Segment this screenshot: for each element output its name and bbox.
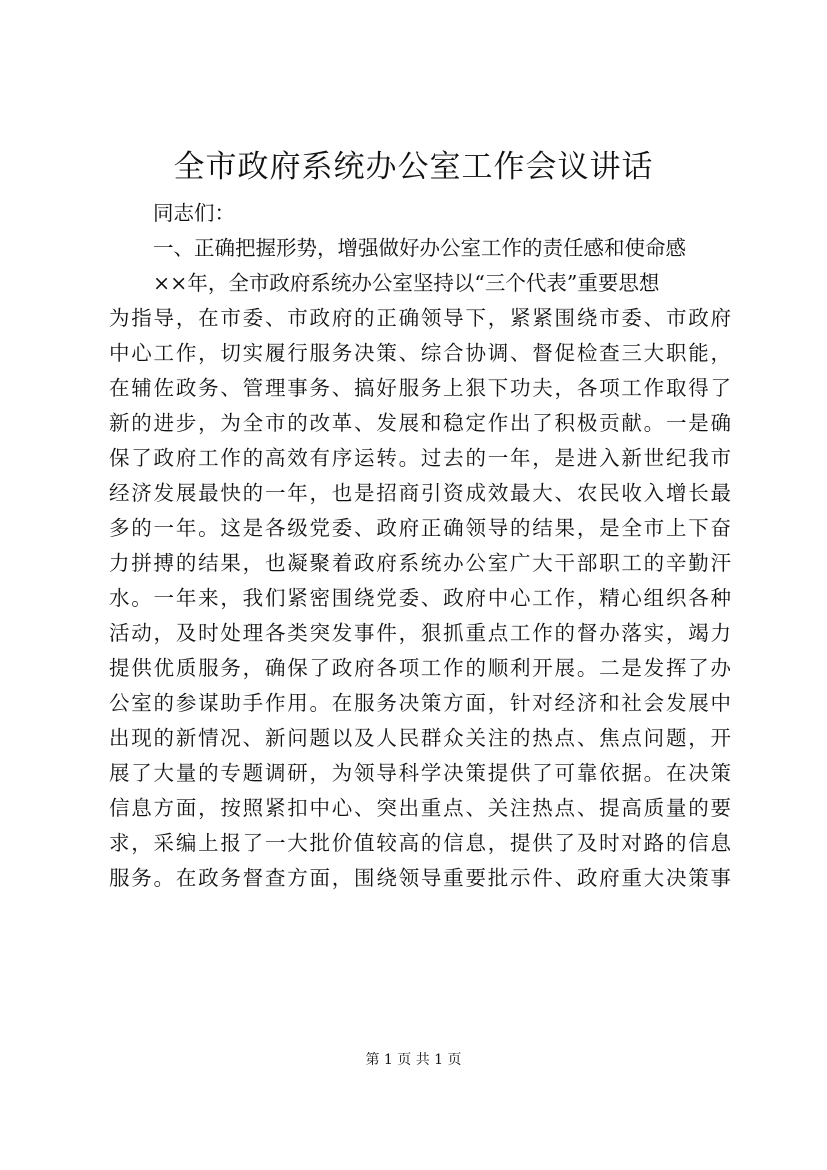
paragraph-line: 多的一年。这是各级党委、政府正确领导的结果，是全市上下奋 [109,516,731,540]
paragraph-line: 力拼搏的结果，也凝聚着政府系统办公室广大干部职工的辛勤汗 [109,551,731,575]
document-body [109,196,731,896]
paragraph-line: 服务。在政务督查方面，围绕领导重要批示件、政府重大决策事 [109,866,731,890]
paragraph-line: 为指导，在市委、市政府的正确领导下，紧紧围绕市委、市政府 [109,306,731,330]
paragraph-line: 在辅佐政务、管理事务、搞好服务上狠下功夫，各项工作取得了 [109,376,731,400]
paragraph-line: 活动，及时处理各类突发事件，狠抓重点工作的督办落实，竭力 [109,621,731,645]
paragraph-line: 保了政府工作的高效有序运转。过去的一年，是进入新世纪我市 [109,446,731,470]
paragraph-line: 经济发展最快的一年，也是招商引资成效最大、农民收入增长最 [109,481,731,505]
paragraph-line: 水。一年来，我们紧密围绕党委、政府中心工作，精心组织各种 [109,586,731,610]
paragraph-line: 出现的新情况、新问题以及人民群众关注的热点、焦点问题，开 [109,726,731,750]
paragraph-line: ××年，全市政府系统办公室坚持以“三个代表”重要思想 [153,271,660,295]
page-number-footer: 第 1 页 共 1 页 [365,1052,462,1068]
paragraph-line: 公室的参谋助手作用。在服务决策方面，针对经济和社会发展中 [109,691,731,715]
paragraph-line: 信息方面，按照紧扣中心、突出重点、关注热点、提高质量的要 [109,796,731,820]
paragraph-line: 新的进步，为全市的改革、发展和稳定作出了积极贡献。一是确 [109,411,731,435]
paragraph-line: 提供优质服务，确保了政府各项工作的顺利开展。二是发挥了办 [109,656,731,680]
salutation-line: 同志们： [153,201,235,225]
paragraph-line: 求，采编上报了一大批价值较高的信息，提供了及时对路的信息 [109,831,731,855]
paragraph-line: 展了大量的专题调研，为领导科学决策提供了可靠依据。在决策 [109,761,731,785]
paragraph-line: 中心工作，切实履行服务决策、综合协调、督促检查三大职能， [109,341,731,365]
document-title: 全市政府系统办公室工作会议讲话 [173,149,654,185]
section-heading: 一、正确把握形势，增强做好办公室工作的责任感和使命感 [153,236,686,260]
